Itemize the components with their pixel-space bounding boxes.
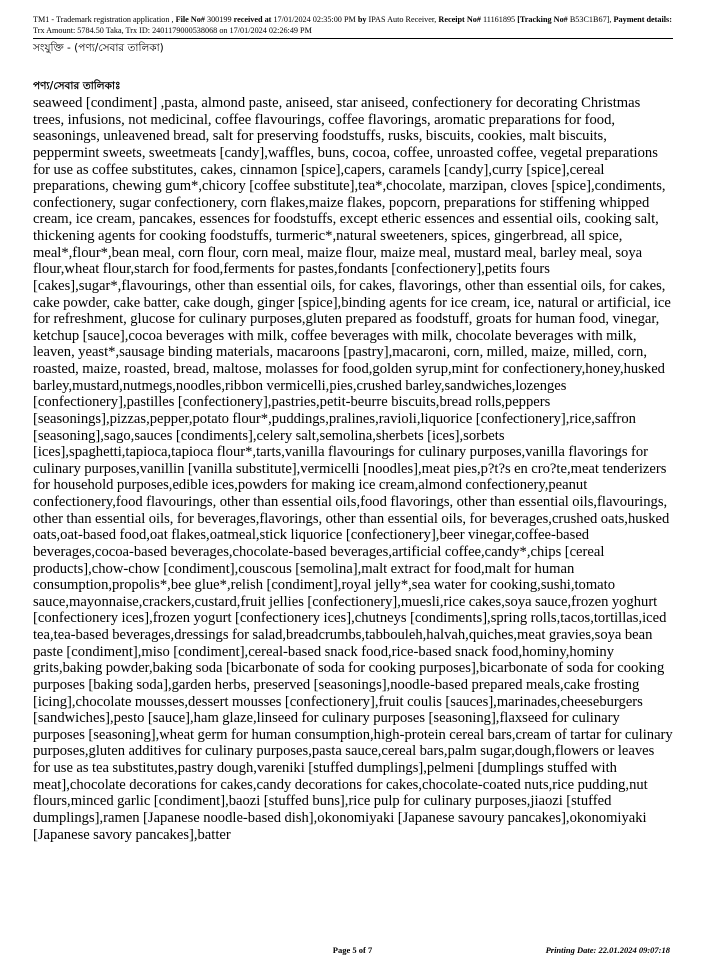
document-header (33, 14, 673, 36)
by-label: by (357, 15, 367, 24)
goods-list-label: পণ্য/সেবার তালিকাঃ (33, 80, 121, 92)
file-no-label: File No# (175, 15, 205, 24)
receipt-label: Receipt No# (438, 15, 481, 24)
received-label: received at (233, 15, 272, 24)
received-by: IPAS Auto Receiver, (366, 15, 439, 24)
printing-date: Printing Date: 22.01.2024 09:07:18 (545, 945, 670, 955)
header-prefix: TM1 - Trademark registration application , (33, 15, 176, 24)
payment-label: Payment details: (613, 15, 672, 24)
goods-services-list: seaweed [condiment] ,pasta, almond paste, aniseed, star aniseed, confectionery for decorating Christmas trees, infusions, not medicinal, coffee flavourings, coffee flavorings, aromatic preparations for food, seasonings, unleavened bread, salt for preserving foodstuffs, rusks, biscuits, cookies, malt biscuits, peppermint sweets, sweetmeats [candy],waffles, buns, cocoa, coffee, unroasted coffee, vegetal preparations for use as coffee substitutes, cakes, cinnamon [spice],capers, caramels [candy],curry [spice],cereal preparations, chewing gum*,chicory [coffee substitute],tea*,chocolate, marzipan, cloves [spice],condiments, confectionery, sugar confectionery, corn flakes,maize flakes, popcorn, preparations for stiffening whipped cream, ice cream, pancakes, essences for foodstuffs, except etheric essences and essential oils, cooking salt, thickening agents for cooking foodstuffs, turmeric*,natural sweeteners, spices, gingerbread, all spice, meal*,flour*,bean meal, corn flour, corn meal, maize flour, maize meal, mustard meal, barley meal, soya flour,wheat flour,starch for food,ferments for pastes,fondants [confectionery],petits fours [cakes],sugar*,flavourings, other than essential oils, for cakes, flavorings, other than essential oils, for cakes, cake powder, cake batter, cake dough, ginger [spice],binding agents for ice cream, ice, natural or artificial, ice for refreshment, glucose for culinary purposes,gluten prepared as foodstuff, groats for human food, vinegar, ketchup [sauce],cocoa beverages with milk, coffee beverages with milk, chocolate beverages with milk, leaven, yeast*,sausage binding materials, macaroons [pastry],macaroni, corn, milled, maize, milled, corn, roasted, maize, roasted, bread, maltose, molasses for food,golden syrup,mint for confectionery,honey,husked barley,mustard,nutmegs,noodles,ribbon vermicelli,pies,crushed barley,sandwiches,lozenges [confectionery],pastilles [confectionery],pastries,petit-beurre biscuits,bread rolls,peppers [seasonings],pizzas,pepper,potato flour*,puddings,pralines,ravioli,liquorice [confectionery],rice,saffron [seasoning],sago,sauces [condiments],celery salt,semolina,sherbets [ices],sorbets [ices],spaghetti,tapioca,tapioca flour*,tarts,vanilla flavourings for culinary purposes,vanilla flavorings for culinary purposes,vanillin [vanilla substitute],vermicelli [noodles],meat pies,p?t?s en cro?te,meat tenderizers for household purposes,edible ices,powders for making ice cream,almond confectionery,peanut confectionery,food flavourings, other than essential oils,food flavorings, other than essential oils,flavourings, other than essential oils, for beverages,flavorings, other than essential oils, for beverages,crushed oats,husked oats,oat-based food,oat flakes,oatmeal,stick liquorice [confectionery],beer vinegar,coffee-based beverages,cocoa-based beverages,chocolate-based beverages,artificial coffee,candy*,chips [cereal products],chow-chow [condiment],couscous [semolina],malt extract for food,malt for human consumption,propolis*,bee glue*,relish [condiment],royal jelly*,sea water for cooking,sushi,tomato sauce,mayonnaise,crackers,custard,fruit jellies [confectionery],muesli,rice cakes,soya sauce,frozen yoghurt [confectionery ices],frozen yogurt [confectionery ices],chutneys [condiments],spring rolls,tacos,tortillas,iced tea,tea-based beverages,dressings for salad,breadcrumbs,tabbouleh,halvah,quiches,meat gravies,soya bean paste [condiment],miso [condiment],cereal-based snack food,rice-based snack food,hominy,hominy grits,baking powder,baking soda [bicarbonate of soda for cooking purposes],bicarbonate of soda for cooking purposes [baking soda],garden herbs, preserved [seasonings],noodle-based prepared meals,cake frosting [icing],chocolate mousses,dessert mousses [confectionery],fruit coulis [sauces],marinades,cheeseburgers [sandwiches],pesto [sauce],ham glaze,linseed for culinary purposes [seasoning],flaxseed for culinary purposes [seasoning],wheat germ for human consumption,high-protein cereal bars,cream of tartar for culinary purposes,gluten additives for culinary purposes,pasta sauce,cereal bars,palm sugar,dough,flowers or leaves for use as tea substitutes,pastry dough,vareniki [stuffed dumplings],pelmeni [dumplings stuffed with meat],chocolate decorations for cakes,candy decorations for cakes,chocolate-coated nuts,rice pudding,nut flours,minced garlic [condiment],baozi [stuffed buns],rice pulp for culinary purposes,jiaozi [stuffed dumplings],ramen [Japanese noodle-based dish],okonomiyaki [Japanese savoury pancakes],okonomiyaki [Japanese savory pancakes],batter (33, 95, 673, 843)
received-at: 17/01/2024 02:35:00 PM (271, 15, 358, 24)
header-divider (33, 38, 673, 39)
page-number: Page 5 of 7 (332, 945, 373, 955)
annex-title: সংযুক্তি - (পণ্য/সেবার তালিকা) (33, 42, 164, 54)
tracking-no: B53C1B67], (567, 15, 614, 24)
file-no: 300199 (204, 15, 234, 24)
receipt-no: 11161895 (480, 15, 518, 24)
tracking-label: [Tracking No# (517, 15, 568, 24)
payment-details: Trx Amount: 5784.50 Taka, Trx ID: 2401179000538068 on 17/01/2024 02:26:49 PM (33, 26, 312, 35)
